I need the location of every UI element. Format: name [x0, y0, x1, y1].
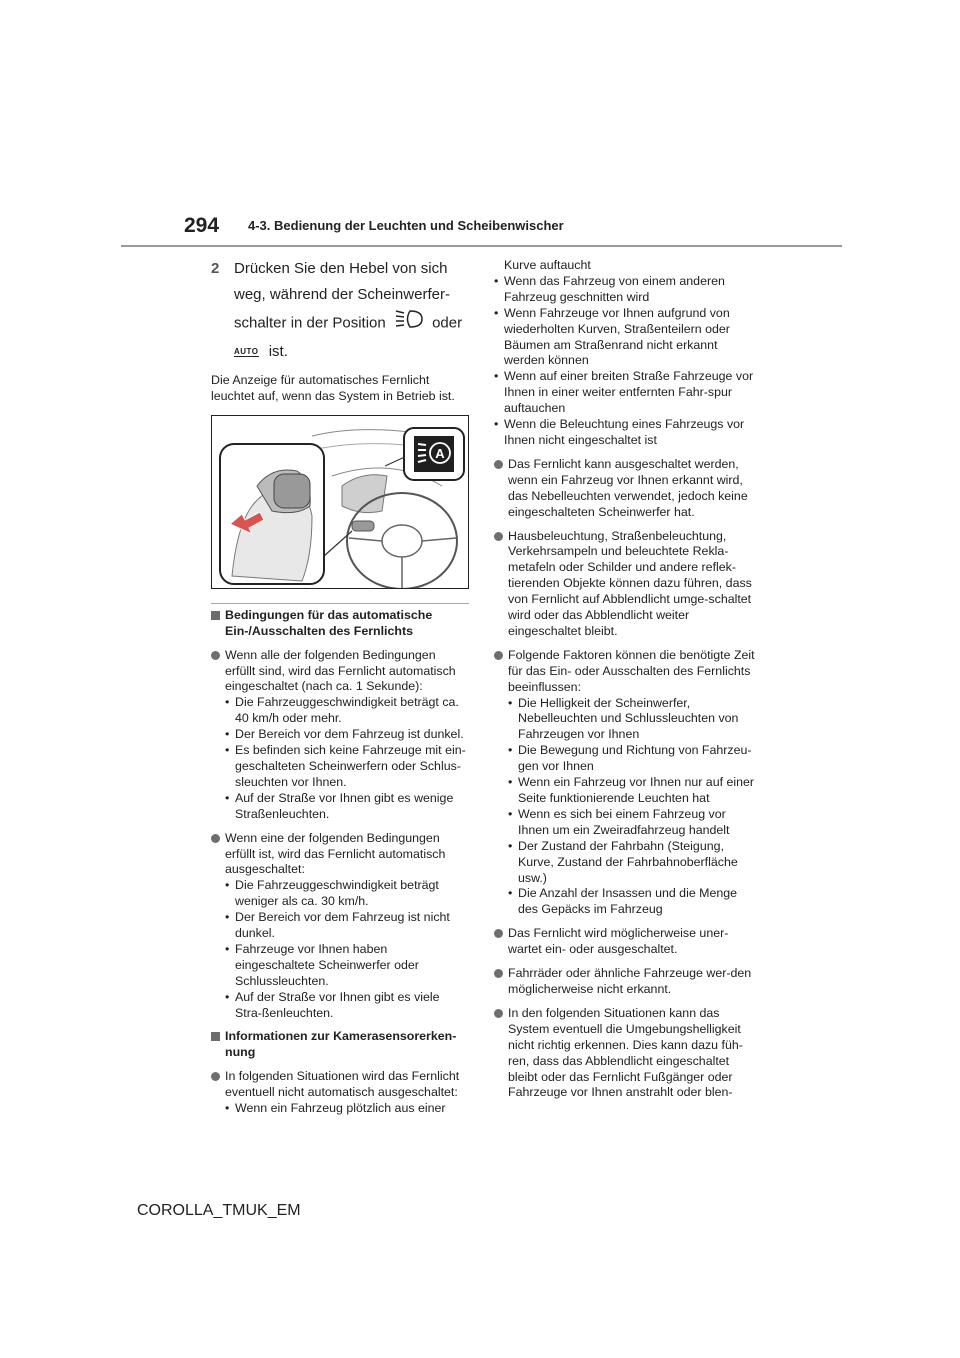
- bullet-fog-lights: [494, 457, 756, 521]
- footer-code: COROLLA_TMUK_EM: [137, 1202, 301, 1219]
- list-item: • Wenn ein Fahrzeug vor Ihnen nur auf einer Seite funktionierende Leuchten hat: [508, 775, 756, 807]
- intro-text: Die Anzeige für automatisches Fernlicht leuchtet auf, wenn das System in Betrieb ist.: [211, 373, 455, 403]
- list-item: • Wenn Fahrzeuge vor Ihnen aufgrund von wiederholten Kurven, Straßenteilern oder Bäumen am Straßenrand nicht erkannt werden können: [494, 306, 756, 370]
- list-item: • Der Zustand der Fahrbahn (Steigung, Kurve, Zustand der Fahrbahnoberfläche usw.): [508, 839, 756, 887]
- list-item: • Wenn es sich bei einem Fahrzeug vor Ihnen um ein Zweiradfahrzeug handelt: [508, 807, 756, 839]
- factors-intro: Folgende Faktoren können die benötigte Zeit für das Ein- oder Ausschalten des Fernlichts beeinflussen:: [508, 647, 755, 694]
- conditions-heading: Bedingungen für das automatische Ein-/Ausschalten des Fernlichts: [211, 608, 469, 640]
- list-item: • Fahrzeuge vor Ihnen haben eingeschaltete Scheinwerfer oder Schlussleuchten.: [225, 942, 469, 990]
- auto-on-intro: Wenn alle der folgenden Bedingungen erfüllt sind, wird das Fernlicht automatisch eingeschaltet (nach ca. 1 Sekunde):: [225, 647, 456, 694]
- step-text-1: Drücken Sie den Hebel von sich weg, während der Scheinwerfer-schalter in der Position: [234, 260, 450, 332]
- step-number: 2: [211, 260, 220, 277]
- step-text-3: ist.: [268, 343, 288, 360]
- header-divider: [121, 245, 842, 247]
- bullet-text: Fahrräder oder ähnliche Fahrzeuge wer-den möglicherweise nicht erkannt.: [508, 966, 752, 996]
- section-title: 4-3. Bedienung der Leuchten und Scheibenwischer: [248, 218, 564, 233]
- list-item: • Wenn die Beleuchtung eines Fahrzeugs vor Ihnen nicht eingeschaltet ist: [494, 417, 756, 449]
- bullet-text: Das Fernlicht wird möglicherweise uner-wartet ein- oder ausgeschaltet.: [508, 926, 729, 957]
- bullet-auto-off: [211, 831, 469, 1022]
- bullet-brightness: [494, 1006, 756, 1101]
- list-item: • Es befinden sich keine Fahrzeuge mit ein-geschalteten Scheinwerfern oder Schlus-sleuchten vor Ihnen.: [225, 743, 469, 791]
- list-item: • Die Helligkeit der Scheinwerfer, Nebelleuchten und Schlussleuchten von Fahrzeugen vor Ihnen: [508, 696, 756, 744]
- bullet-camera: [211, 1069, 469, 1117]
- bullet-auto-on: [211, 648, 469, 823]
- step-2: [211, 256, 469, 365]
- list-item: • Die Fahrzeuggeschwindigkeit beträgt weniger als ca. 30 km/h.: [225, 878, 469, 910]
- list-item: • Wenn ein Fahrzeug plötzlich aus einer: [225, 1101, 469, 1117]
- bullet-bicycles: [494, 966, 756, 998]
- list-item: • Wenn auf einer breiten Straße Fahrzeuge vor Ihnen in einer weiter entfernten Fahr-spur auftauchen: [494, 369, 756, 417]
- bullet-unexpected: [494, 926, 756, 958]
- bullet-text: Das Fernlicht kann ausgeschaltet werden, wenn ein Fahrzeug vor Ihnen erkannt wird, das Nebelleuchten verwendet, jedoch keine eingeschalteten Scheinwerfer hat.: [508, 456, 748, 519]
- list-item: • Die Anzahl der Insassen und die Menge des Gepäcks im Fahrzeug: [508, 886, 756, 918]
- list-item: • Die Fahrzeuggeschwindigkeit beträgt ca. 40 km/h oder mehr.: [225, 695, 469, 727]
- list-item-continuation: Kurve auftaucht: [504, 258, 591, 272]
- steering-illustration: [211, 415, 469, 589]
- page-number: 294: [184, 214, 220, 237]
- list-item: • Auf der Straße vor Ihnen gibt es wenige Straßenleuchten.: [225, 791, 469, 823]
- bullet-text: Hausbeleuchtung, Straßenbeleuchtung, Verkehrsampeln und beleuchtete Rekla-metafeln oder Schilder und andere reflek-tierenden Objekte können dazu führen, dass von Fernlicht auf Abblendlicht umge-schaltet wird oder das Abblendlicht weiter eingeschaltet bleibt.: [508, 528, 752, 638]
- list-item: • Der Bereich vor dem Fahrzeug ist nicht dunkel.: [225, 910, 469, 942]
- step-text-2: oder: [432, 314, 463, 332]
- list-item: • Die Bewegung und Richtung von Fahrzeu-gen vor Ihnen: [508, 743, 756, 775]
- high-beam-auto-icon: [394, 308, 424, 339]
- list-item: • Auf der Straße vor Ihnen gibt es viele Stra-ßenleuchten.: [225, 990, 469, 1022]
- left-column: [211, 256, 469, 1125]
- camera-intro: In folgenden Situationen wird das Fernlicht eventuell nicht automatisch ausgeschaltet:: [225, 1069, 460, 1100]
- camera-heading: Informationen zur Kamerasensorerken-nung: [211, 1029, 469, 1061]
- auto-icon: AUTO: [234, 347, 259, 357]
- bullet-text: In den folgenden Situationen kann das System eventuell die Umgebungshelligkeit nicht richtig erkennen. Dies kann dazu füh-ren, dass das Abblendlicht eingeschaltet bleibt oder das Fernlicht Fußgänger oder Fahrzeuge vor Ihnen anstrahlt oder blen-: [508, 1005, 743, 1100]
- list-item: • Der Bereich vor dem Fahrzeug ist dunkel.: [225, 727, 469, 743]
- right-column: [494, 258, 756, 1109]
- bullet-factors: [494, 648, 756, 918]
- bullet-reflective: [494, 529, 756, 640]
- auto-off-intro: Wenn eine der folgenden Bedingungen erfüllt ist, wird das Fernlicht automatisch ausgeschaltet:: [225, 830, 446, 877]
- list-item: • Wenn das Fahrzeug von einem anderen Fahrzeug geschnitten wird: [494, 274, 756, 306]
- svg-text:A: A: [435, 445, 445, 461]
